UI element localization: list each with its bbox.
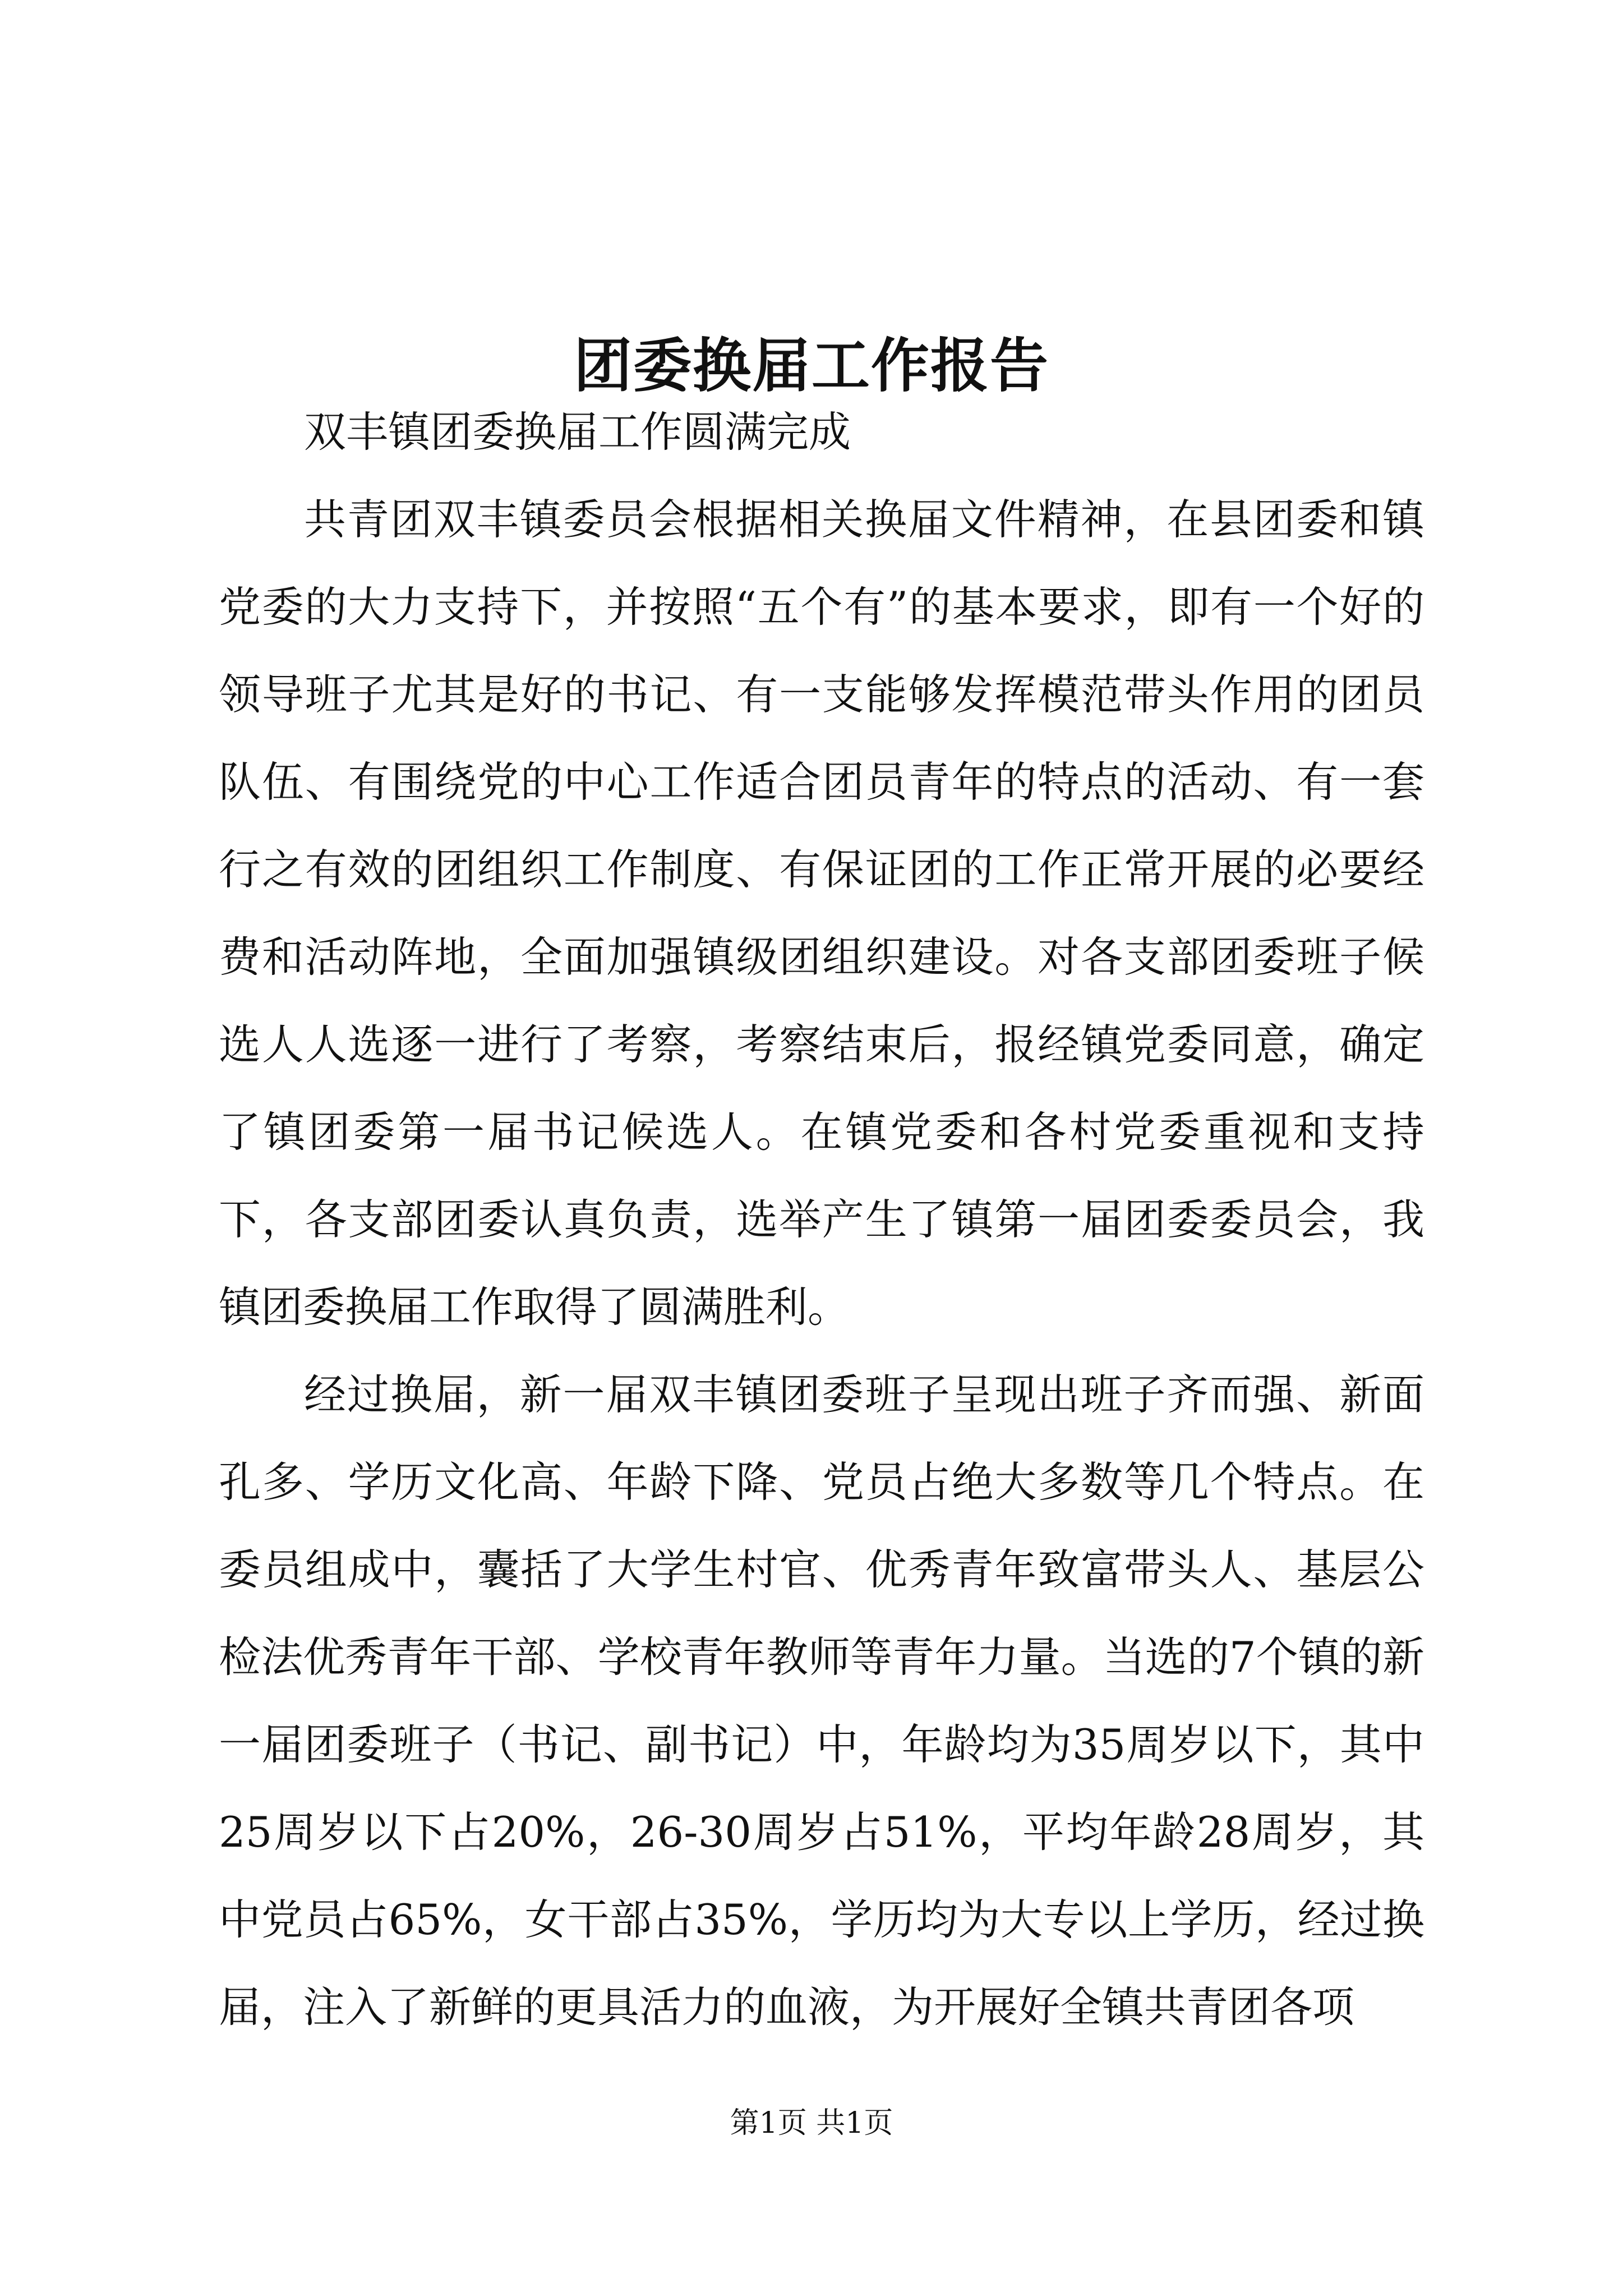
document-title: 团委换届工作报告 [573, 330, 1049, 400]
subtitle-paragraph: 双丰镇团委换届工作圆满完成 [304, 407, 851, 457]
page-footer: 第1页 共1页 [730, 2106, 893, 2140]
body-paragraph: 共青团双丰镇委员会根据相关换届文件精神，在县团委和镇党委的大力支持下，并按照“五个有”的基本要求，即有一个好的领导班子尤其是好的书记、有一支能够发挥模范带头作用的团员队伍、有围绕党的中心工作适合团员青年的特点的活动、有一套行之有效的团组织工作制度、有保证团的工作正常开展的必要经费和活动阵地，全面加强镇级团组织建设。对各支部团委班子候选人人选逐一进行了考察，考察结束后，报经镇党委同意，确定了镇团委第一届书记候选人。在镇党委和各村党委重视和支持下，各支部团委认真负责，选举产生了镇第一届团委委员会，我镇团委换届工作取得了圆满胜利。 [219, 495, 1424, 1332]
body-paragraph: 经过换届，新一届双丰镇团委班子呈现出班子齐而强、新面孔多、学历文化高、年龄下降、党员占绝大多数等几个特点。在委员组成中，囊括了大学生村官、优秀青年致富带头人、基层公检法优秀青年干部、学校青年教师等青年力量。当选的7个镇的新一届团委班子（书记、副书记）中，年龄均为35周岁以下，其中25周岁以下占20%，26-30周岁占51%，平均年龄28周岁，其中党员占65%，女干部占35%，学历均为大专以上学历，经过换届，注入了新鲜的更具活力的血液，为开展好全镇共青团各项 [219, 1370, 1424, 2032]
document-body [219, 388, 1424, 2051]
